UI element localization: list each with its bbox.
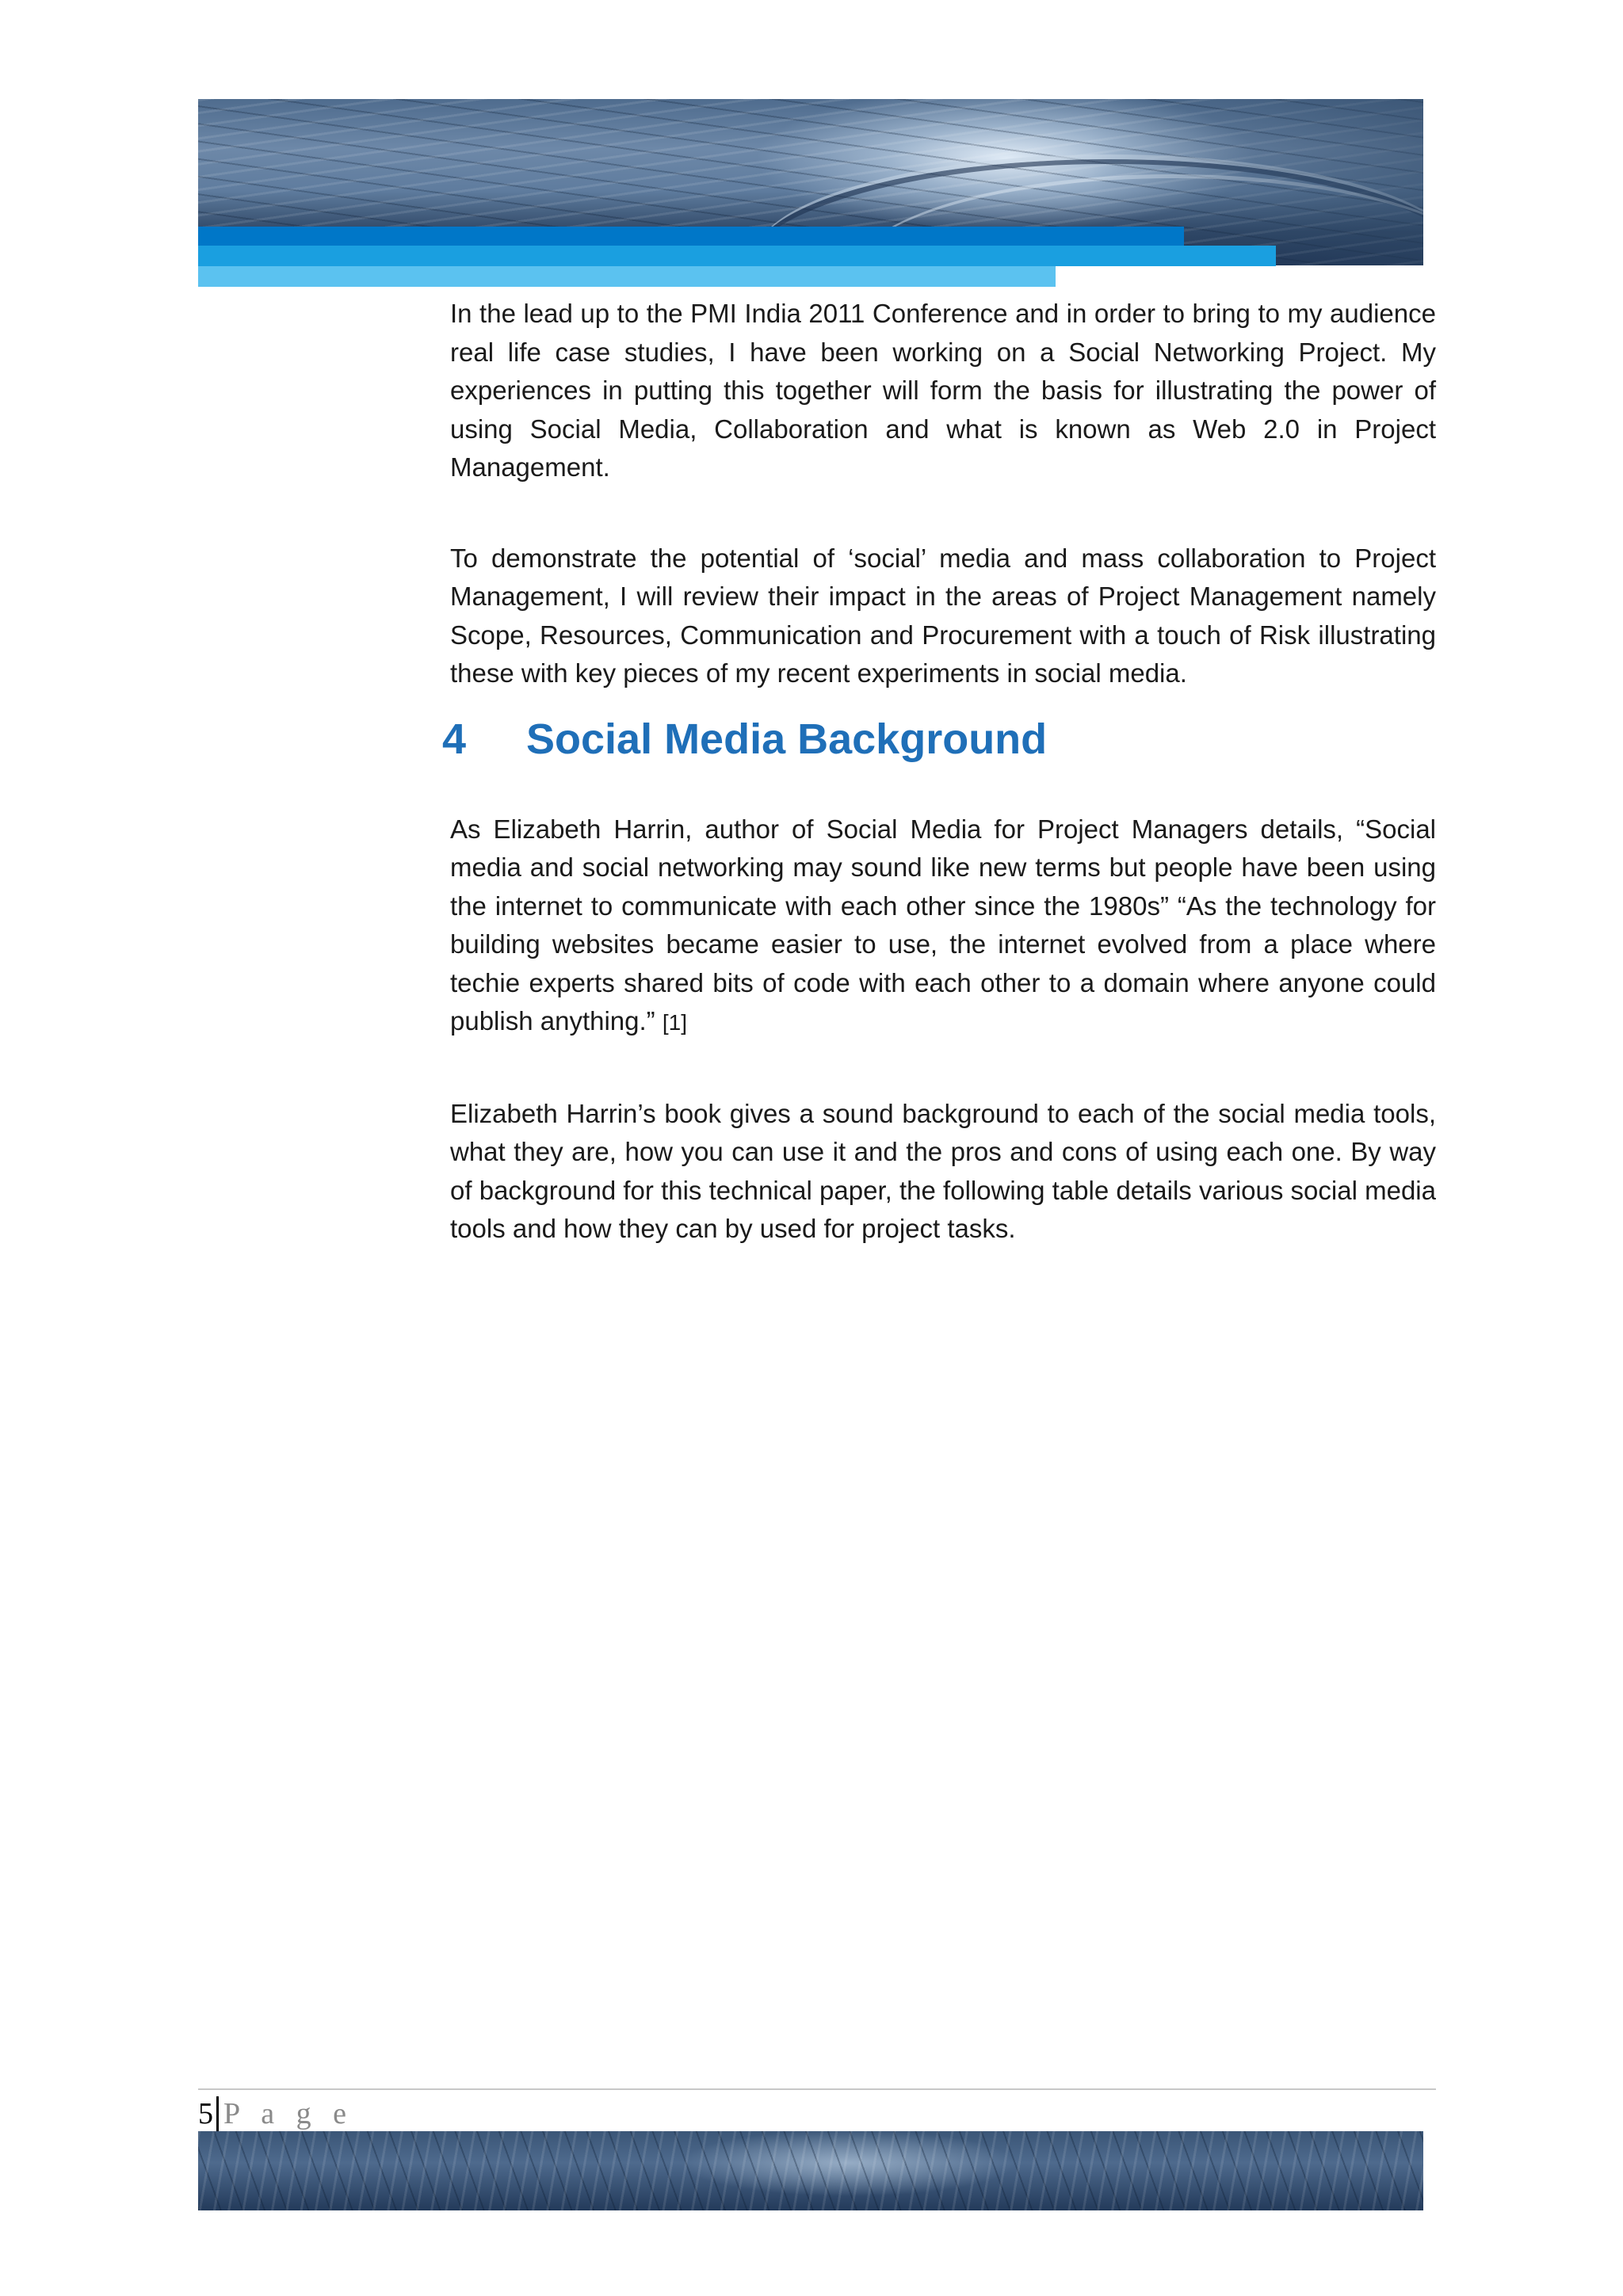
paragraph-3-text: As Elizabeth Harrin, author of Social Media for Project Managers details, “Social media and social networking may sound like new terms but people have been using the internet to communicate with each other since the 1980s” “As the technology for building websites became easier to use, the internet evolved from a place where techie experts shared bits of code with each other to a domain where anyone could publish anything.” — [450, 814, 1436, 1035]
paragraph-1: In the lead up to the PMI India 2011 Conference and in order to bring to my audience real life case studies, I have been working on a Social Networking Project. My experiences in putting this together will form the basis for illustrating the power of using Social Media, Collaboration and what is known as Web 2.0 in Project Management. — [450, 299, 1436, 482]
page-number-label — [198, 2093, 353, 2134]
section-number: 4 — [442, 715, 467, 763]
paragraph-gap — [450, 1043, 1436, 1095]
header-band-dark — [198, 227, 1184, 246]
paragraph-4: Elizabeth Harrin’s book gives a sound background to each of the social media tools, what they are, how you can use it and the pros and cons of using each one. By way of background for this technical paper, the following table details various social media tools and how they can by used for project tasks. — [450, 1098, 1436, 1243]
paragraph-gap — [450, 487, 1436, 540]
page-number-separator — [216, 2096, 219, 2131]
paragraph-3 — [450, 810, 1436, 1043]
paragraph-2: To demonstrate the potential of ‘social’ media and mass collaboration to Project Management, I will review their impact in the areas of Project Management namely Scope, Resources, Communication and Procurement with a touch of Risk illustrating these with key pieces of my recent experiments in social media. — [450, 543, 1436, 688]
section-title: Social Media Background — [526, 715, 1048, 763]
citation-reference: [1] — [662, 1010, 687, 1035]
header-band-light — [198, 266, 1056, 287]
footer-divider — [198, 2088, 1436, 2090]
page-word: P a g e — [223, 2097, 353, 2130]
document-body — [442, 295, 1436, 1249]
footer-banner-image — [198, 2131, 1423, 2210]
header-band-mid — [198, 246, 1276, 266]
footer-banner-streaks — [198, 2131, 1423, 2210]
page-number: 5 — [198, 2097, 213, 2130]
section-heading — [442, 693, 1436, 785]
heading-gap — [450, 785, 1436, 810]
